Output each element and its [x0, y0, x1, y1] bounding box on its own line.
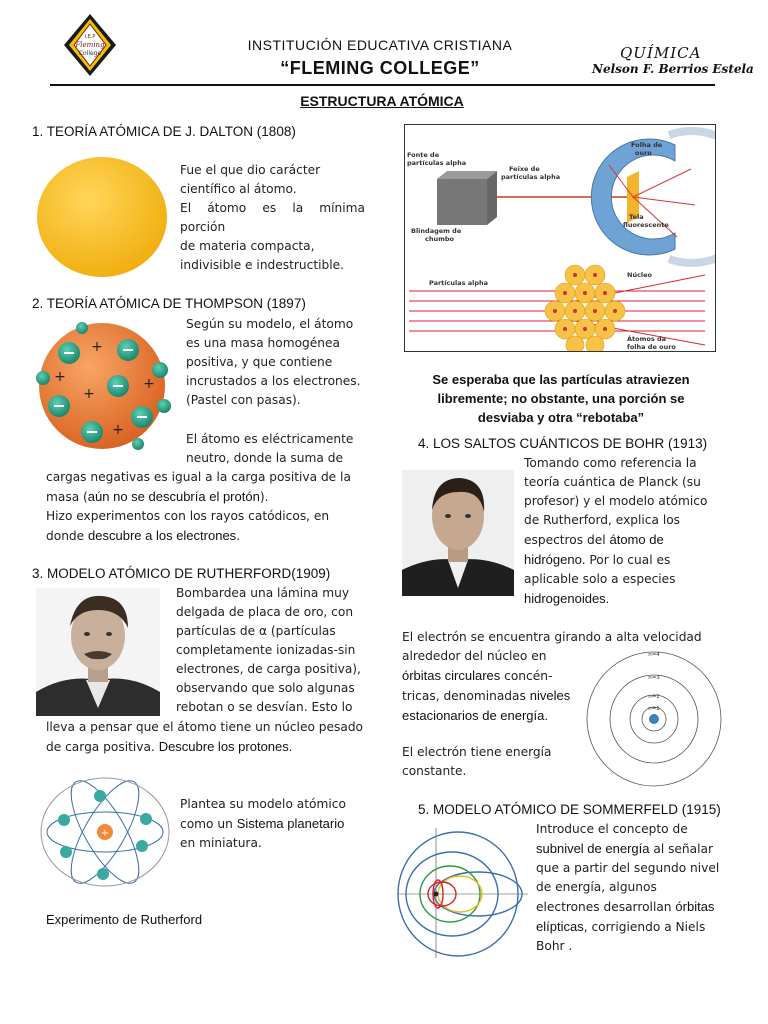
text-line: delgada de placa de oro, con: [176, 605, 354, 619]
svg-text:+: +: [54, 369, 66, 385]
label-alpha: Partículas alpha: [429, 279, 489, 287]
label-foil: Folha de: [631, 141, 663, 149]
text-line: El electrón tiene energía: [402, 745, 552, 759]
text-line: [180, 814, 366, 834]
text-span: .: [236, 529, 241, 543]
bohr-portrait: [402, 470, 514, 596]
highlight-elliptical: elípticas: [536, 919, 584, 934]
text-line: [536, 917, 722, 937]
svg-text:I.E.P: I.E.P: [84, 34, 96, 40]
text-line: [46, 487, 366, 507]
label-source-2: partículas alpha: [407, 159, 467, 167]
text-span: masa (: [46, 490, 88, 504]
sommerfeld-diagram: [394, 824, 532, 962]
text-span: como un: [180, 817, 237, 831]
text-line: [524, 589, 722, 609]
subject-label: QUÍMICA: [620, 44, 702, 62]
text-line: de materia compacta,: [180, 239, 315, 253]
label-atoms-2: folha de ouro: [627, 343, 676, 351]
text-line: Hizo experimentos con los rayos catódicos, en: [46, 509, 330, 523]
highlight-orbits: órbitas: [675, 899, 715, 914]
sommerfeld-description: [536, 820, 722, 956]
rutherford-portrait: [36, 588, 160, 716]
text-span: espectros del: [524, 533, 610, 547]
text-span: al señalar: [649, 842, 713, 856]
label-beam: Feixe de: [509, 165, 540, 173]
label-nucleus: Núcleo: [627, 271, 653, 279]
svg-text:+: +: [143, 376, 155, 392]
rutherford-conclusion: [46, 718, 366, 757]
svg-text:+: +: [91, 339, 103, 355]
text-line: alrededor del núcleo en: [402, 649, 547, 663]
text-span: ).: [259, 490, 269, 504]
rutherford-experiment-figure: [404, 124, 716, 352]
text-span: donde: [46, 529, 89, 543]
text-line: [46, 737, 366, 757]
caption-line: Se esperaba que las partículas atraviezen: [432, 372, 690, 387]
label-foil-2: ouro: [635, 149, 652, 157]
text-line: [536, 839, 722, 859]
text-line: cargas negativas es igual a la carga positiva de la: [46, 470, 351, 484]
label-source: Fonte de: [407, 151, 440, 159]
text-line: [402, 706, 574, 726]
text-line: profesor) y el modelo atómico: [524, 494, 708, 508]
text-line: en miniatura.: [180, 836, 262, 850]
section-heading-dalton: 1. TEORÍA ATÓMICA DE J. DALTON (1808): [32, 124, 296, 139]
text-line: constante.: [402, 764, 467, 778]
text-line: neutro, donde la suma de: [186, 451, 343, 465]
text-line: positiva, y que contiene: [186, 355, 333, 369]
highlight-sublevel: subnivel de energía: [536, 841, 650, 856]
text-span: Por lo cual es: [585, 553, 671, 567]
text-span: electrones desarrollan: [536, 900, 676, 914]
text-span: concén-: [500, 669, 553, 683]
thompson-charge-text: [46, 468, 366, 546]
highlight-protons: Descubre los protones.: [158, 739, 293, 754]
text-line: de energía, algunos: [536, 880, 657, 894]
orbit-label: n=1: [648, 706, 660, 712]
text-line: El átomo es eléctricamente: [186, 432, 354, 446]
text-span: de carga positiva.: [46, 740, 159, 754]
text-line: Según su modelo, el átomo: [186, 317, 354, 331]
text-line: aplicable solo a especies: [524, 572, 676, 586]
label-beam-2: partículas alpha: [501, 173, 561, 181]
label-shield: Blindagem de: [411, 227, 462, 235]
text-line: que a partir del segundo nivel: [536, 861, 720, 875]
school-logo: [62, 12, 118, 78]
section-heading-thompson: 2. TEORÍA ATÓMICA DE THOMPSON (1897): [32, 296, 306, 311]
text-line: completamente ionizadas-sin: [176, 643, 356, 657]
text-line: es una masa homogénea: [186, 336, 340, 350]
highlight-planetary: Sistema planetario: [236, 816, 345, 831]
bohr-orbit-text-wide: [402, 628, 722, 647]
text-line: El átomo es la mínima porción: [180, 201, 365, 234]
planetary-description: [180, 795, 366, 853]
highlight-levels: niveles: [529, 688, 571, 703]
caption-line: desviaba y otra “rebotaba”: [477, 410, 645, 425]
orbit-label: n=4: [648, 652, 660, 658]
text-line: [402, 666, 574, 686]
text-line: observando que solo algunas: [176, 681, 355, 695]
orbit-label: n=2: [648, 694, 660, 700]
text-line: Bohr .: [536, 939, 573, 953]
text-line: Introduce el concepto de: [536, 822, 688, 836]
text-span: tricas, denominadas: [402, 689, 530, 703]
highlight-proton: aún no se descubría el protón: [87, 489, 260, 504]
bohr-orbit-text: [402, 647, 574, 726]
caption-line: libremente; no obstante, una porción se: [437, 391, 685, 406]
section-heading-rutherford: 3. MODELO ATÓMICO DE RUTHERFORD(1909): [32, 566, 331, 581]
author-name: Nelson F. Berrios Estela: [592, 62, 754, 76]
text-span: , corrigiendo a Niels: [583, 920, 706, 934]
text-line: partículas de α (partículas: [176, 624, 336, 638]
svg-text:+: +: [112, 422, 124, 438]
text-line: [46, 526, 366, 546]
school-name: “FLEMING COLLEGE”: [280, 58, 480, 78]
text-line: indivisible e indestructible.: [180, 258, 345, 272]
experiment-label: Experimento de Rutherford: [46, 912, 203, 927]
text-line: científico al átomo.: [180, 182, 297, 196]
text-line: teoría cuántica de Planck (su: [524, 475, 701, 489]
thompson-neutral-text: [186, 430, 366, 468]
planetary-atom-diagram: [40, 776, 170, 888]
bohr-description: [524, 454, 722, 609]
orbit-label: n=3: [648, 675, 660, 681]
bohr-energy-text: [402, 743, 574, 781]
text-line: [524, 550, 722, 570]
label-screen: Tela: [629, 213, 644, 221]
highlight-hydrogenoids: hidrogenoides.: [524, 591, 610, 606]
dalton-description: [180, 161, 365, 275]
text-line: electrones, de carga positiva),: [176, 662, 361, 676]
svg-text:+: +: [83, 386, 95, 402]
page-title: ESTRUCTURA ATÓMICA: [300, 93, 464, 109]
thompson-model-image: [32, 320, 172, 452]
text-line: Tomando como referencia la: [524, 456, 697, 470]
dalton-sphere: [36, 156, 168, 278]
section-heading-sommerfeld: 5. MODELO ATÓMICO DE SOMMERFELD (1915): [418, 802, 721, 817]
label-shield-2: chumbo: [425, 235, 454, 243]
school-line1: INSTITUCIÓN EDUCATIVA CRISTIANA: [247, 37, 513, 53]
thompson-description: [186, 315, 366, 410]
text-line: de Rutherford, explica los: [524, 513, 681, 527]
svg-text:College: College: [78, 50, 102, 57]
header-divider: [50, 84, 715, 86]
bohr-orbits-diagram: [586, 650, 722, 788]
svg-text:Fleming: Fleming: [75, 41, 105, 49]
text-line: Plantea su modelo atómico: [180, 797, 346, 811]
highlight-hydrogen: hidrógeno.: [524, 552, 586, 567]
text-line: El electrón se encuentra girando a alta velocidad: [402, 630, 702, 644]
text-line: [536, 897, 722, 917]
highlight-circular-orbits: órbitas circulares: [402, 668, 501, 683]
text-line: Bombardea una lámina muy: [176, 586, 350, 600]
text-line: lleva a pensar que el átomo tiene un núcleo pesado: [46, 720, 364, 734]
text-line: [402, 686, 574, 706]
text-line: Fue el que dio carácter: [180, 163, 321, 177]
label-atoms: Átomos da: [627, 335, 667, 343]
svg-text:+: +: [100, 828, 110, 839]
section-heading-bohr: 4. LOS SALTOS CUÁNTICOS DE BOHR (1913): [418, 436, 708, 451]
label-screen-2: fluorescente: [623, 221, 669, 229]
highlight-stationary: estacionarios de energía.: [402, 708, 548, 723]
text-line: rebotan o se desvían. Esto lo: [176, 700, 353, 714]
text-line: (Pastel con pasas).: [186, 393, 301, 407]
text-line: [524, 530, 722, 550]
rutherford-description: [176, 584, 366, 717]
highlight-hydrogen-atom: átomo de: [609, 532, 664, 547]
highlight-electrons: descubre a los electrones: [88, 528, 237, 543]
text-line: incrustados a los electrones.: [186, 374, 361, 388]
experiment-caption: [396, 370, 726, 427]
